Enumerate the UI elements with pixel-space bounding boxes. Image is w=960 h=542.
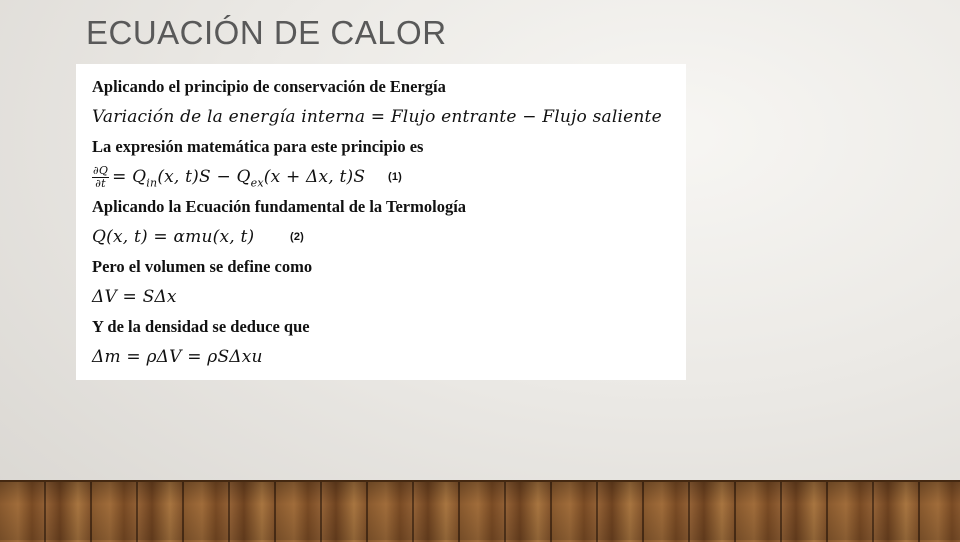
equation-energy-balance: Variación de la energía interna = Flujo entrante − Flujo saliente (92, 107, 662, 127)
fraction-dq-dt: $\frac{\partial Q}{\partial t}$ (93, 164, 109, 190)
equation-number-2: (2) (290, 231, 305, 243)
text-line-volumen: Pero el volumen se define como (92, 257, 313, 276)
equation-volume: ΔV = SΔx (92, 287, 177, 307)
equation-mass: Δm = ρΔV = ρSΔxu (92, 347, 263, 367)
text-line-termologia: Aplicando la Ecuación fundamental de la Termología (92, 197, 467, 216)
equation-image (76, 64, 686, 380)
text-line-densidad: Y de la densidad se deduce que (92, 317, 310, 336)
slide-title: ECUACIÓN DE CALOR (86, 14, 447, 51)
equation-2: Q(x, t) = αmu(x, t) (2) (92, 222, 686, 252)
equation-number-1: (1) (388, 171, 403, 183)
text-line-expression: La expresión matemática para este principio es (92, 137, 424, 156)
equation-1: $\frac{\partial Q}{\partial t}$ = $Q_{in}(x$, $t)S - Q_{ex}(x + \Delta x$, t)S (1) (93, 164, 403, 190)
wood-floor-shading (0, 480, 960, 540)
text-line-conservation: Aplicando el principio de conservación de Energía (92, 77, 446, 96)
